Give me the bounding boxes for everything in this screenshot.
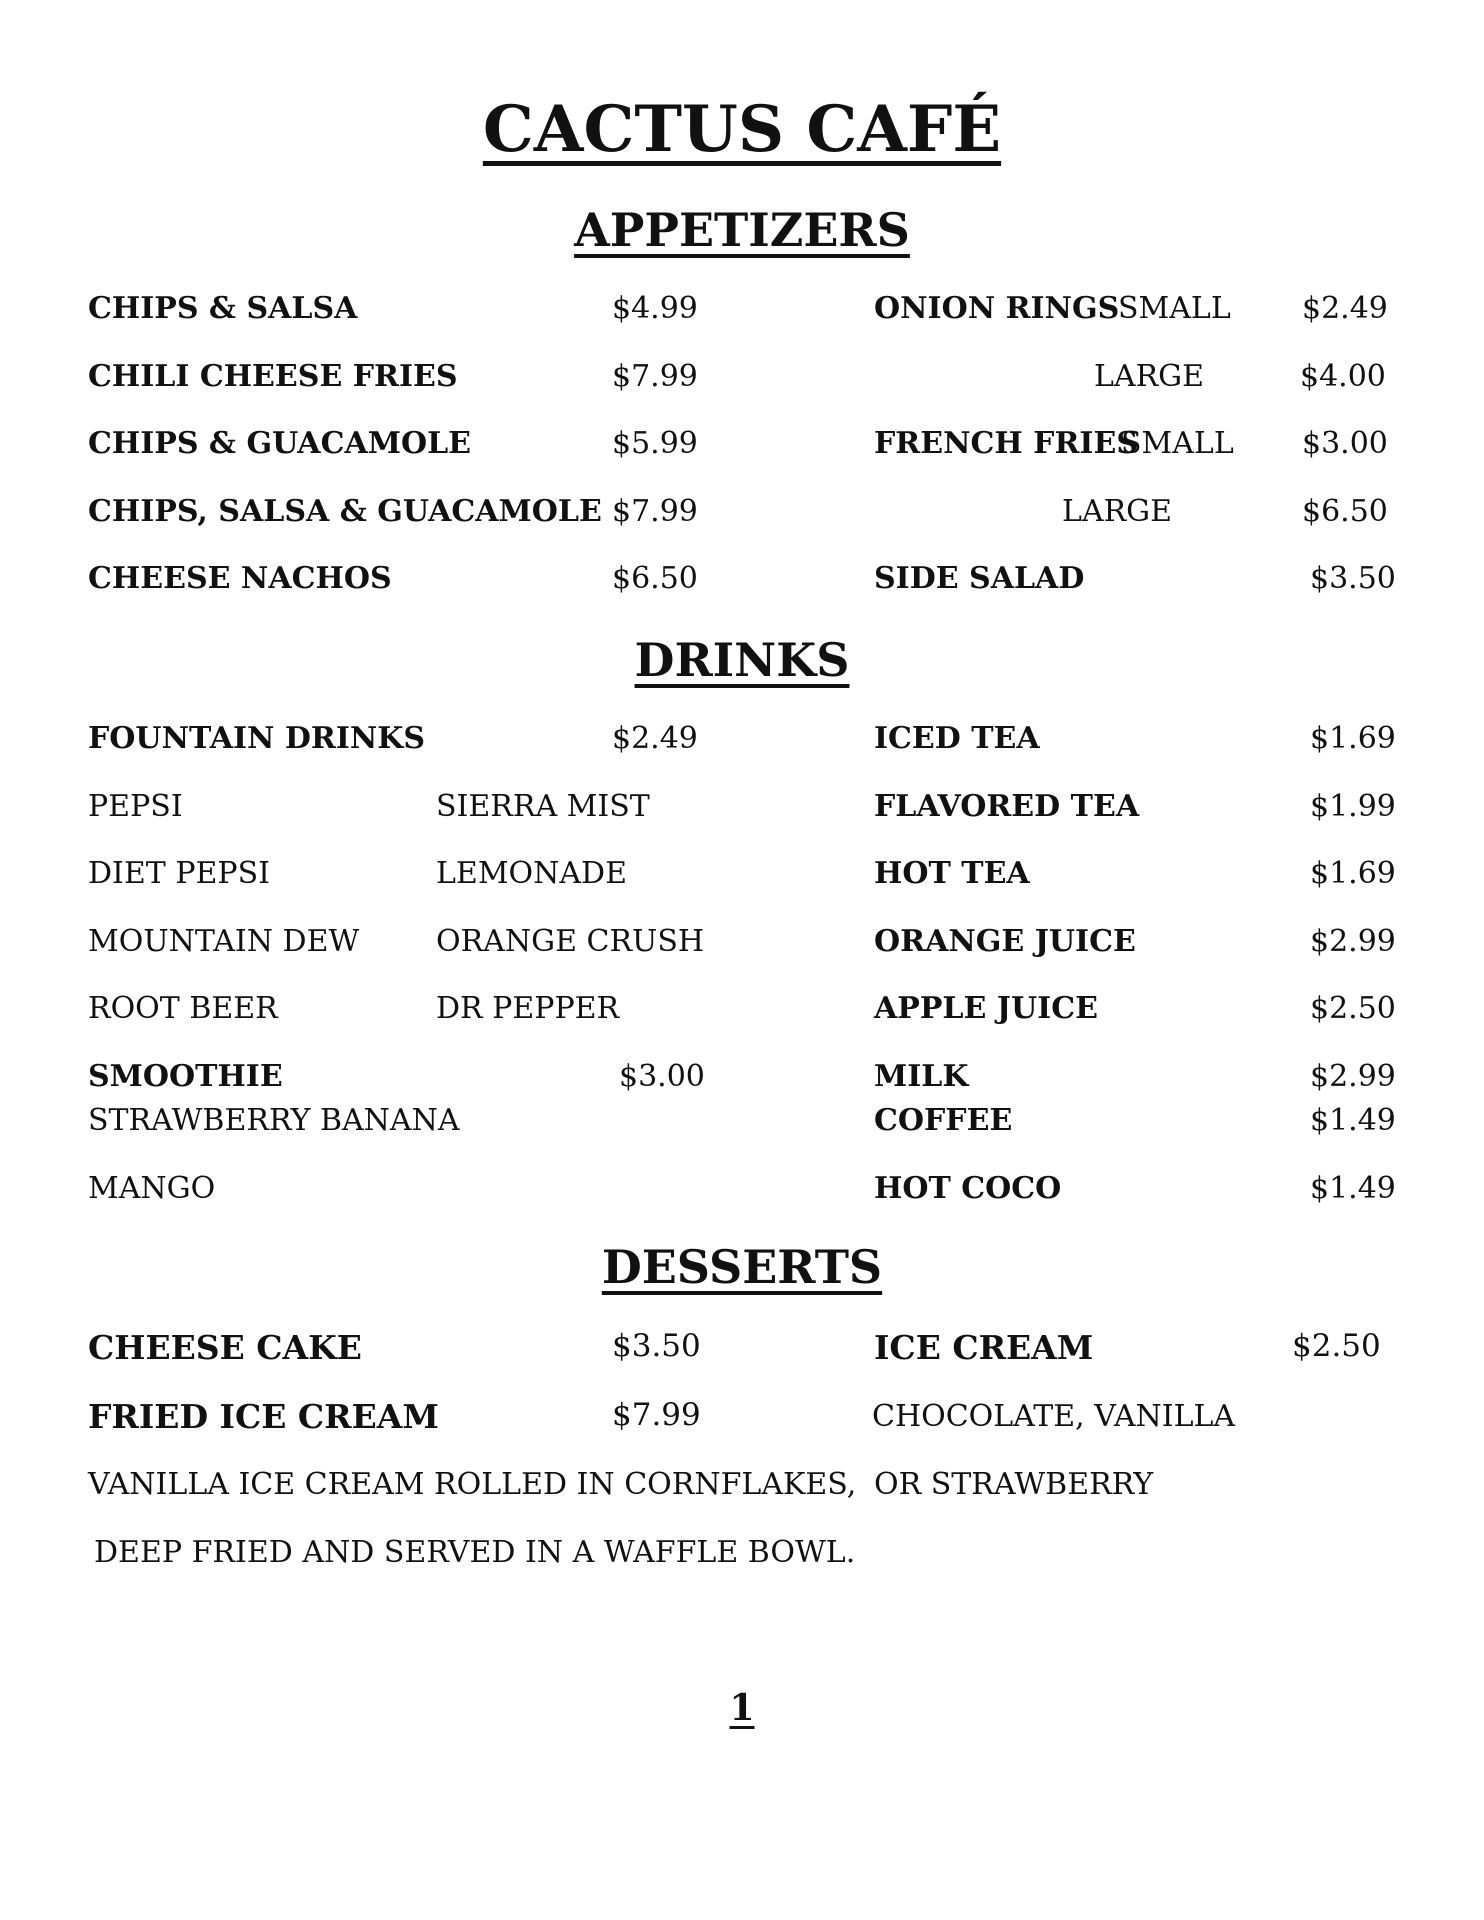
item-name: FRENCH FRIES — [874, 426, 1138, 461]
size-label: SMALL — [1121, 426, 1234, 461]
size-label: SMALL — [1118, 291, 1231, 326]
item-name: CHIPS & SALSA — [88, 291, 358, 326]
fountain-option: ORANGE CRUSH — [436, 924, 705, 959]
item-description: CHOCOLATE, VANILLA — [872, 1399, 1236, 1434]
item-price: $1.49 — [1310, 1103, 1396, 1138]
item-description: VANILLA ICE CREAM ROLLED IN CORNFLAKES, — [88, 1467, 857, 1502]
item-price: $6.50 — [612, 561, 698, 596]
item-name: FOUNTAIN DRINKS — [88, 721, 426, 756]
item-name: MILK — [874, 1059, 969, 1094]
fountain-option: ROOT BEER — [88, 991, 278, 1026]
item-name: COFFEE — [874, 1103, 1013, 1138]
item-name: ICED TEA — [874, 721, 1040, 756]
item-name: CHEESE NACHOS — [88, 561, 392, 596]
item-price: $2.50 — [1292, 1328, 1381, 1364]
item-description: DEEP FRIED AND SERVED IN A WAFFLE BOWL. — [94, 1535, 856, 1570]
item-price: $2.49 — [1302, 291, 1388, 326]
appetizers-heading: APPETIZERS — [574, 203, 910, 257]
item-price: $1.49 — [1310, 1171, 1396, 1206]
item-price: $2.49 — [612, 721, 698, 756]
fountain-option: LEMONADE — [436, 856, 628, 891]
item-name: APPLE JUICE — [874, 991, 1098, 1026]
item-price: $3.50 — [1310, 561, 1396, 596]
menu-title: CACTUS CAFÉ — [482, 92, 1002, 167]
item-name: FRIED ICE CREAM — [88, 1397, 439, 1436]
item-price: $4.00 — [1300, 359, 1386, 394]
item-price: $1.69 — [1310, 856, 1396, 891]
fountain-option: PEPSI — [88, 789, 183, 824]
smoothie-flavor: STRAWBERRY BANANA — [88, 1103, 460, 1138]
item-price: $2.50 — [1310, 991, 1396, 1026]
fountain-option: DIET PEPSI — [88, 856, 271, 891]
item-price: $6.50 — [1302, 494, 1388, 529]
fountain-option: SIERRA MIST — [436, 789, 650, 824]
item-name: ORANGE JUICE — [874, 924, 1136, 959]
item-name: SIDE SALAD — [874, 561, 1085, 596]
item-name: ICE CREAM — [874, 1328, 1094, 1367]
item-name: CHEESE CAKE — [88, 1328, 362, 1367]
item-price: $1.69 — [1310, 721, 1396, 756]
item-name: CHIPS & GUACAMOLE — [88, 426, 472, 461]
desserts-heading: DESSERTS — [601, 1240, 883, 1294]
item-price: $7.99 — [612, 359, 698, 394]
drinks-heading: DRINKS — [634, 633, 850, 687]
fountain-option: MOUNTAIN DEW — [88, 924, 360, 959]
item-name: HOT TEA — [874, 856, 1030, 891]
size-label: LARGE — [1094, 359, 1205, 394]
item-price: $4.99 — [612, 291, 698, 326]
item-price: $2.99 — [1310, 924, 1396, 959]
smoothie-flavor: MANGO — [88, 1171, 216, 1206]
item-price: $7.99 — [612, 1397, 701, 1433]
item-name: FLAVORED TEA — [874, 789, 1140, 824]
item-price: $3.00 — [1302, 426, 1388, 461]
item-price: $7.99 — [612, 494, 698, 529]
item-price: $3.00 — [619, 1059, 705, 1094]
size-label: LARGE — [1062, 494, 1173, 529]
page-number: 1 — [729, 1687, 755, 1729]
item-description: OR STRAWBERRY — [874, 1467, 1154, 1502]
item-name: ONION RINGS — [874, 291, 1120, 326]
item-price: $1.99 — [1310, 789, 1396, 824]
fountain-option: DR PEPPER — [436, 991, 620, 1026]
item-name: HOT COCO — [874, 1171, 1062, 1206]
item-price: $2.99 — [1310, 1059, 1396, 1094]
item-price: $3.50 — [612, 1328, 701, 1364]
item-name: CHIPS, SALSA & GUACAMOLE — [88, 494, 602, 529]
item-name: SMOOTHIE — [88, 1059, 283, 1094]
item-price: $5.99 — [612, 426, 698, 461]
item-name: CHILI CHEESE FRIES — [88, 359, 458, 394]
